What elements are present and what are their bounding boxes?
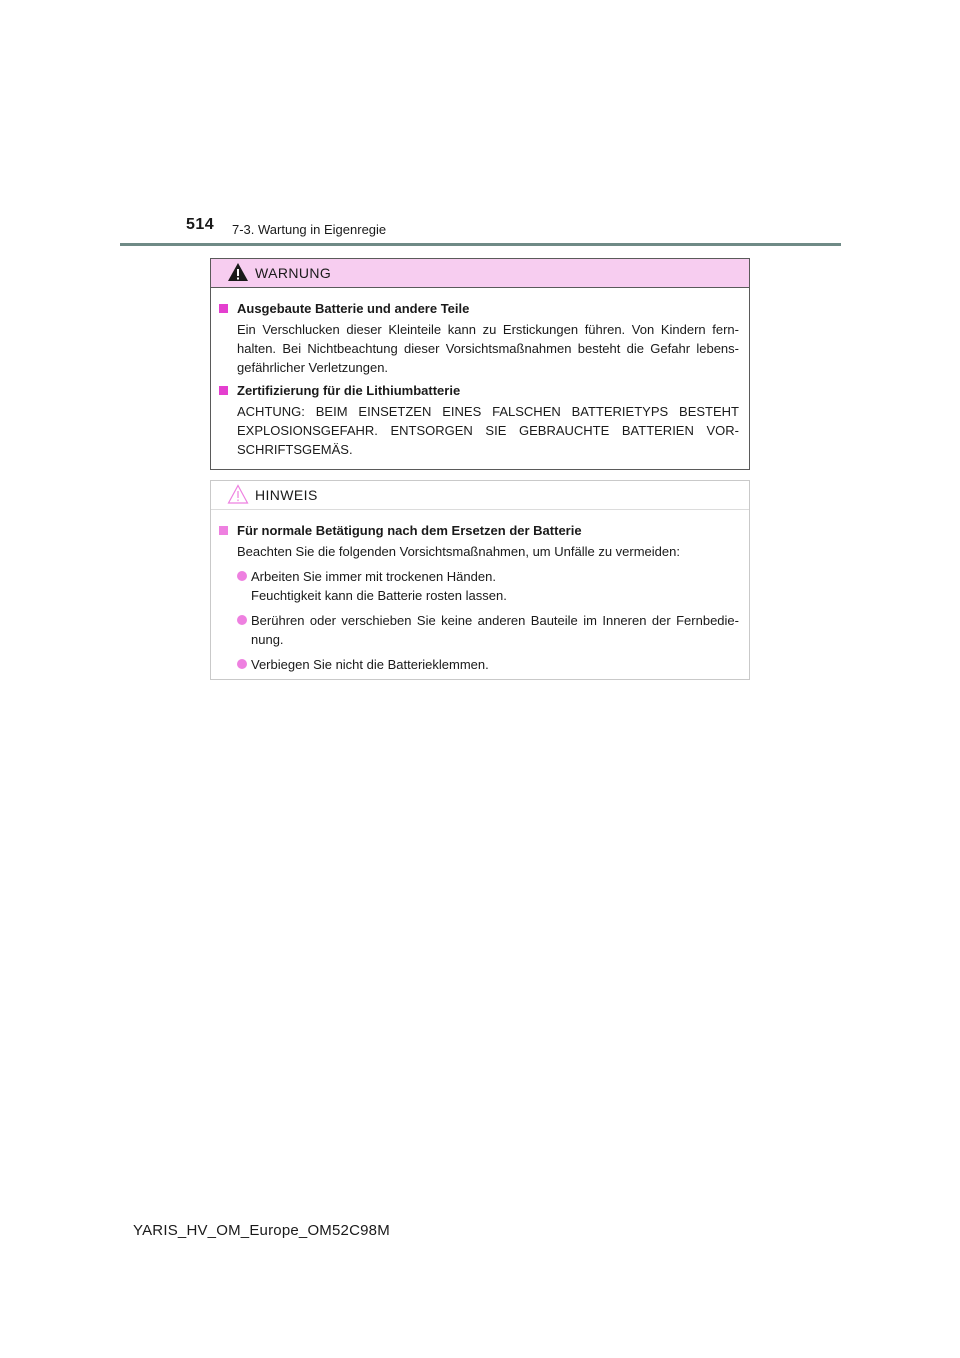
square-bullet-icon [219, 526, 228, 535]
page-number: 514 [186, 216, 215, 233]
notice-body [211, 510, 749, 674]
notice-intro: Beachten Sie die folgenden Vorsichtsmaßnahmen, um Unfälle zu vermeiden: [237, 544, 680, 559]
warning-label: WARNUNG [255, 265, 332, 281]
caution-triangle-outline-icon [227, 484, 249, 504]
warning-item-text: ACHTUNG: BEIM EINSETZEN EINES FALSCHEN BATTERIETYPS BESTEHT EXPLOSIONSGEFAHR. ENTSORGEN SIE GEBRAUCHTE BATTERIEN VORSCHRIFTSGEMÄS. [237, 404, 739, 457]
circle-bullet-icon [237, 615, 247, 625]
square-bullet-icon [219, 386, 228, 395]
notice-label: HINWEIS [255, 487, 318, 503]
warning-body [211, 288, 749, 459]
warning-triangle-icon [227, 262, 249, 282]
warning-item-title: Ausgebaute Batterie und andere Teile [219, 299, 739, 318]
warning-item-text: Ein Verschlucken dieser Kleinteile kann zu Erstickungen führen. Von Kindern fernhalten. Bei Nichtbeachtung dieser Vorsichtsmaßnahmen besteht die Gefahr lebensgefährlicher Verletzungen. [237, 322, 739, 375]
circle-bullet-icon [237, 659, 247, 669]
document-code: YARIS_HV_OM_Europe_OM52C98M [133, 1222, 390, 1239]
list-item: Verbiegen Sie nicht die Batterieklemmen. [219, 655, 739, 674]
list-item: Berühren oder verschieben Sie keine anderen Bauteile im Inneren der Fernbedienung. [219, 611, 739, 649]
notice-box [210, 480, 750, 680]
list-item: Arbeiten Sie immer mit trockenen Händen. Feuchtigkeit kann die Batterie rosten lassen. [219, 567, 739, 605]
section-title: 7-3. Wartung in Eigenregie [232, 222, 387, 237]
warning-item-title: Zertifizierung für die Lithiumbatterie [219, 381, 739, 400]
warning-box [210, 258, 750, 470]
warning-header [211, 259, 749, 288]
square-bullet-icon [219, 304, 228, 313]
header-rule [120, 243, 841, 246]
circle-bullet-icon [237, 571, 247, 581]
notice-header [211, 481, 749, 510]
notice-item-title: Für normale Betätigung nach dem Ersetzen der Batterie [219, 521, 739, 540]
